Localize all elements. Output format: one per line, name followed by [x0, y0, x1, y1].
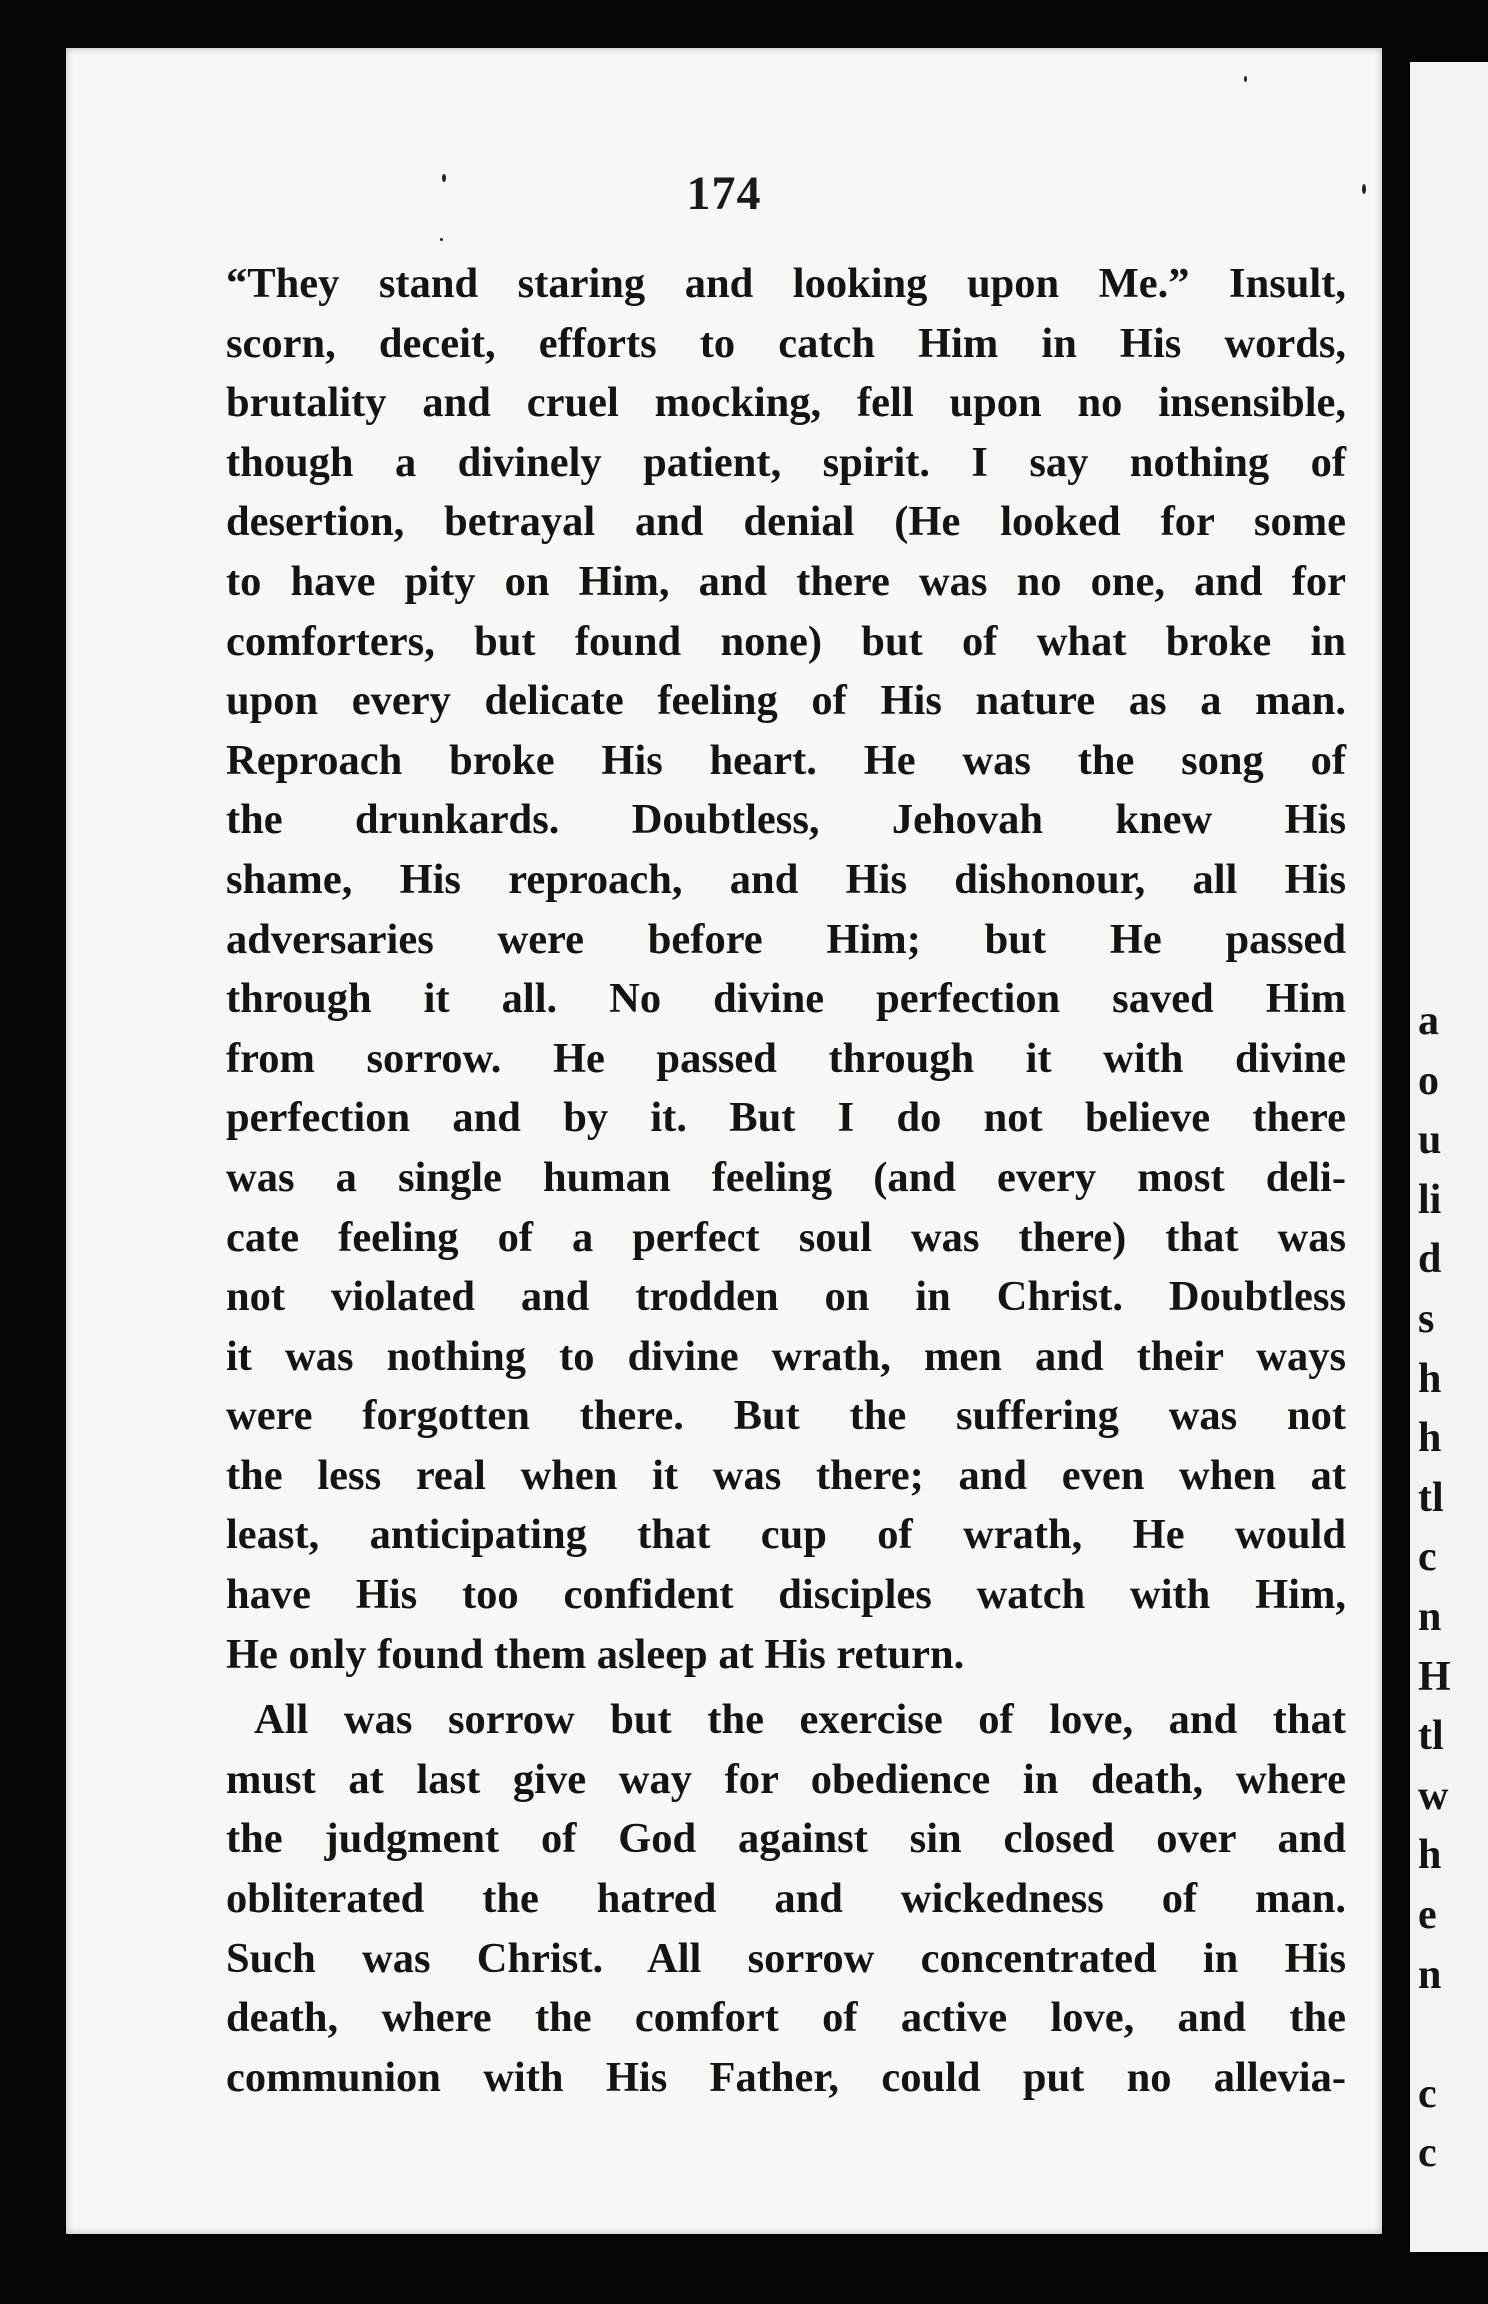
text-line: was a single human feeling (and every most deli- — [226, 1153, 1346, 1201]
text-line: through it all. No divine perfection saved Him — [226, 975, 1346, 1023]
text-line: brutality and cruel mocking, fell upon no insensible, — [226, 379, 1346, 427]
paragraph-2 — [226, 1690, 1346, 2107]
scan-speck — [442, 174, 446, 182]
fragment: h — [1418, 1355, 1442, 1402]
text-line: obliterated the hatred and wickedness of man. — [226, 1875, 1346, 1923]
fragment: n — [1418, 1593, 1442, 1640]
text-line: the less real when it was there; and even when at — [226, 1451, 1346, 1499]
fragment: s — [1418, 1295, 1435, 1342]
fragment: tl — [1418, 1474, 1444, 1521]
text-line: least, anticipating that cup of wrath, He would — [226, 1511, 1346, 1559]
text-line: All was sorrow but the exercise of love, and that — [254, 1696, 1346, 1744]
body-text — [226, 254, 1346, 2107]
fragment: w — [1418, 1772, 1449, 1819]
fragment: h — [1418, 1832, 1442, 1879]
paragraph-1 — [226, 254, 1346, 1684]
scan-speck — [440, 238, 443, 241]
fragment: tl — [1418, 1713, 1444, 1760]
text-line: from sorrow. He passed through it with divine — [226, 1034, 1346, 1082]
fragment: c — [1418, 2130, 1437, 2177]
text-line: cate feeling of a perfect soul was there) that was — [226, 1213, 1346, 1261]
text-line: the drunkards. Doubtless, Jehovah knew His — [226, 796, 1346, 844]
text-line: the judgment of God against sin closed over and — [226, 1815, 1346, 1863]
scan-speck — [1362, 184, 1366, 194]
text-line: death, where the comfort of active love, and the — [226, 1994, 1346, 2042]
text-line: adversaries were before Him; but He passed — [226, 915, 1346, 963]
book-page — [66, 48, 1382, 2234]
fragment: u — [1418, 1117, 1442, 1164]
fragment: a — [1418, 998, 1439, 1044]
text-line: He only found them asleep at His return. — [226, 1630, 965, 1678]
scan-speck — [1244, 76, 1247, 82]
fragment: c — [1418, 1534, 1437, 1581]
fragment: H — [1418, 1653, 1451, 1700]
text-line: were forgotten there. But the suffering was not — [226, 1392, 1346, 1440]
fragment: n — [1418, 1951, 1442, 1998]
text-line: shame, His reproach, and His dishonour, all His — [226, 855, 1346, 903]
fragment: e — [1418, 1891, 1437, 1938]
text-line: to have pity on Him, and there was no one, and for — [226, 557, 1346, 605]
text-line: not violated and trodden on in Christ. Doubtless — [226, 1273, 1346, 1321]
text-line: communion with His Father, could put no allevia- — [226, 2053, 1346, 2101]
fragment — [1418, 2005, 1488, 2065]
text-line: have His too confident disciples watch with Him, — [226, 1571, 1346, 1619]
fragment: li — [1418, 1176, 1442, 1223]
text-line: upon every delicate feeling of His nature as a man. — [226, 677, 1346, 725]
text-line: Reproach broke His heart. He was the song of — [226, 736, 1346, 784]
page-number: 174 — [686, 167, 762, 220]
fragment: d — [1418, 1236, 1442, 1283]
text-line: must at last give way for obedience in death, where — [226, 1755, 1346, 1803]
text-line: perfection and by it. But I do not believe there — [226, 1094, 1346, 1142]
adjacent-page-text — [1418, 992, 1488, 2184]
fragment: o — [1418, 1057, 1439, 1104]
text-line: desertion, betrayal and denial (He looked for some — [226, 498, 1346, 546]
adjacent-page-edge — [1410, 62, 1488, 2252]
fragment: h — [1418, 1415, 1442, 1462]
text-line: Such was Christ. All sorrow concentrated in His — [226, 1934, 1346, 1982]
text-line: though a divinely patient, spirit. I say nothing of — [226, 438, 1346, 486]
text-line: comforters, but found none) but of what broke in — [226, 617, 1346, 665]
text-line: it was nothing to divine wrath, men and their ways — [226, 1332, 1346, 1380]
text-line: scorn, deceit, efforts to catch Him in His words, — [226, 319, 1346, 367]
fragment: c — [1418, 2070, 1437, 2117]
text-line: “They stand staring and looking upon Me.” Insult, — [226, 260, 1346, 307]
